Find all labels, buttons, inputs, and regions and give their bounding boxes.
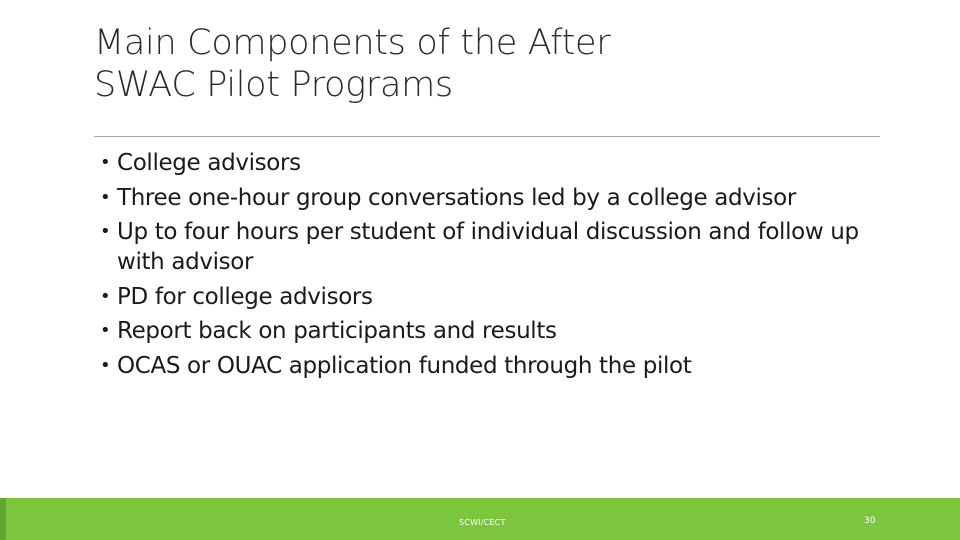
title-divider bbox=[94, 136, 880, 137]
title-line-1: Main Components of the After bbox=[94, 23, 611, 63]
bullet-item bbox=[100, 183, 870, 213]
bullet-item bbox=[100, 316, 870, 346]
footer-accent bbox=[0, 498, 6, 540]
bullet-item bbox=[100, 282, 870, 312]
bullet-text: PD for college advisors bbox=[117, 283, 373, 310]
bullet-list bbox=[100, 148, 870, 385]
bullet-item bbox=[100, 217, 870, 277]
bullet-icon: • bbox=[100, 186, 111, 208]
page-number: 30 bbox=[864, 516, 876, 526]
title-line-2: SWAC Pilot Programs bbox=[94, 65, 453, 105]
bullet-icon: • bbox=[100, 320, 111, 341]
bullet-item bbox=[100, 351, 870, 381]
bullet-item bbox=[100, 148, 870, 178]
bullet-icon: • bbox=[100, 285, 111, 307]
bullet-icon: • bbox=[100, 221, 111, 242]
bullet-text: OCAS or OUAC application funded through the pilot bbox=[117, 352, 692, 379]
bullet-text: College advisors bbox=[117, 150, 301, 176]
bullet-text: Three one-hour group conversations led by a college advisor bbox=[117, 184, 796, 211]
bullet-text: Up to four hours per student of individual discussion and follow up with advisor bbox=[117, 219, 859, 275]
bullet-text: Report back on participants and results bbox=[117, 318, 557, 344]
bullet-icon: • bbox=[100, 354, 111, 376]
bullet-icon: • bbox=[100, 152, 111, 173]
footer-text: SCWI/CECT bbox=[459, 518, 506, 527]
slide-title bbox=[94, 22, 874, 106]
